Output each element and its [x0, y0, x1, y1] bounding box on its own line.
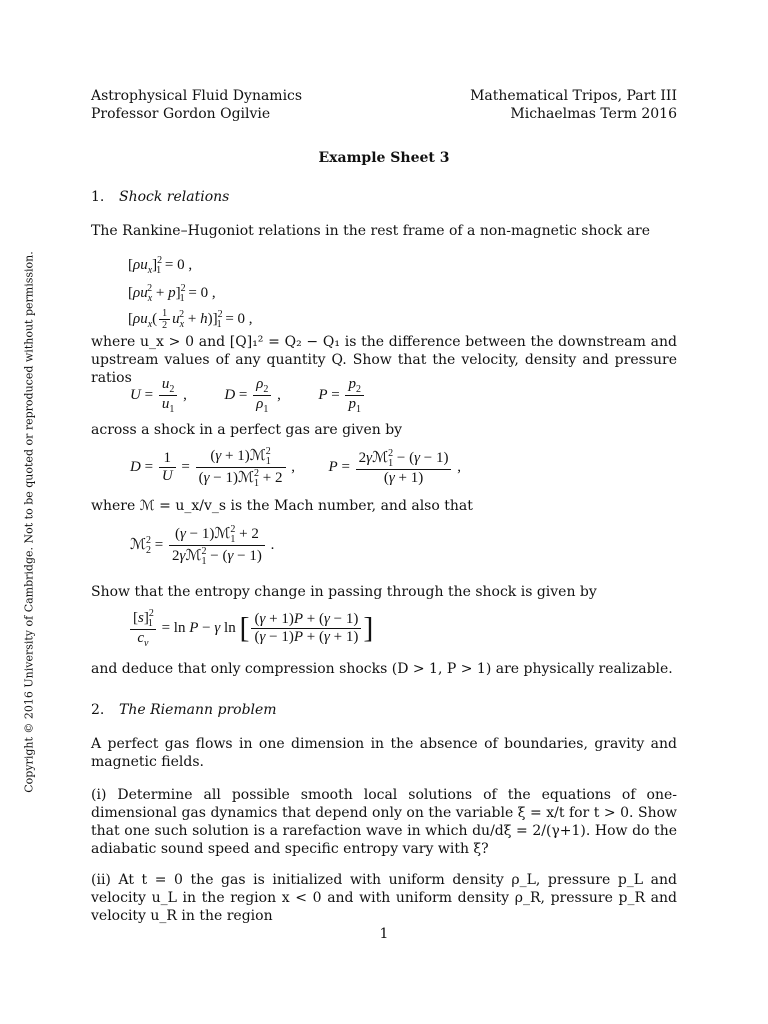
question-1-heading — [91, 189, 229, 205]
term-name: Michaelmas Term 2016 — [510, 106, 677, 122]
equation-jump-conditions: D = $\frac{1}{U}$ = $\frac{(\gamma + 1)ℳ_1^2}{(\gamma - 1)ℳ_1^2 + 2}$ , P = $\frac{2\gamma ℳ_1^2 - (\gamma - 1)}{(\gamma + 1)}$ , — [130, 446, 461, 489]
header-left — [91, 87, 302, 123]
sheet-title: Example Sheet 3 — [318, 150, 450, 166]
equation-entropy-change: $\frac{[s]^2_1}{c_v}$ = ln P − γ ln [ $\frac{(\gamma + 1)P + (\gamma - 1)}{(\gamma - 1)P + (\gamma + 1)}$ ] — [128, 608, 373, 649]
question-1-number: 1. — [91, 189, 105, 205]
q1-intro: The Rankine–Hugoniot relations in the rest frame of a non-magnetic shock are — [91, 223, 651, 239]
equation-downstream-mach: ℳ$_2^2$ = $\frac{(\gamma - 1)ℳ_1^2 + 2}{2\gamma ℳ_1^2 - (\gamma - 1)}$ . — [130, 524, 275, 567]
question-2-title: The Riemann problem — [119, 702, 277, 718]
q2-paragraph-1: A perfect gas flows in one dimension in the absence of boundaries, gravity and magnetic fields. — [91, 736, 677, 770]
question-2-heading — [91, 702, 277, 718]
equation-mass: $[\rho u_x]^2_1 = 0$ , — [128, 255, 193, 276]
header-right — [470, 87, 677, 123]
equation-ratios: U = $\frac{u_2}{u_1}$ , D = $\frac{\rho_2}{\rho_1}$ , P = $\frac{p_2}{p_1}$ — [130, 376, 366, 415]
equation-energy: [$\rho u_x$( $\frac{1}{2}$ $u_x^2 + h)]^2_1 = 0$ , — [128, 308, 253, 331]
question-2-number: 2. — [91, 702, 105, 718]
q2-paragraph-2: (i) Determine all possible smooth local solutions of the equations of one-dimensional gas dynamics that depend only on the variable ξ = x/t for t > 0. Show that one such solution is a rarefaction wave in which du/dξ = 2/(γ+1). How do the adiabatic sound speed and specific entropy vary with ξ? — [91, 787, 677, 857]
copyright-notice: Copyright © 2016 University of Cambridge. Not to be quoted or reproduced without permission. — [22, 251, 36, 793]
tripos-name: Mathematical Tripos, Part III — [470, 88, 677, 104]
q2-paragraph-3: (ii) At t = 0 the gas is initialized with uniform density ρ_L, pressure p_L and velocity u_L in the region x < 0 and with uniform density ρ_R, pressure p_R and velocity u_R in the region — [91, 872, 677, 924]
q1-where-paragraph: where u_x > 0 and [Q]₁² = Q₂ − Q₁ is the difference between the downstream and upstream values of any quantity Q. Show that the velocity, density and pressure ratios — [91, 334, 677, 386]
page-number: 1 — [379, 926, 389, 942]
equation-momentum: $[\rho u_x^2 + p]^2_1 = 0$ , — [128, 283, 216, 304]
q1-deduce-paragraph: and deduce that only compression shocks (D > 1, P > 1) are physically realizable. — [91, 661, 673, 677]
q1-mach-paragraph: where ℳ = u_x/v_s is the Mach number, and also that — [91, 498, 473, 514]
q1-entropy-paragraph: Show that the entropy change in passing through the shock is given by — [91, 584, 597, 600]
q1-across-paragraph: across a shock in a perfect gas are given by — [91, 422, 403, 438]
course-name: Astrophysical Fluid Dynamics — [91, 88, 303, 104]
lecturer-name: Professor Gordon Ogilvie — [91, 106, 271, 122]
question-1-title: Shock relations — [119, 189, 230, 205]
